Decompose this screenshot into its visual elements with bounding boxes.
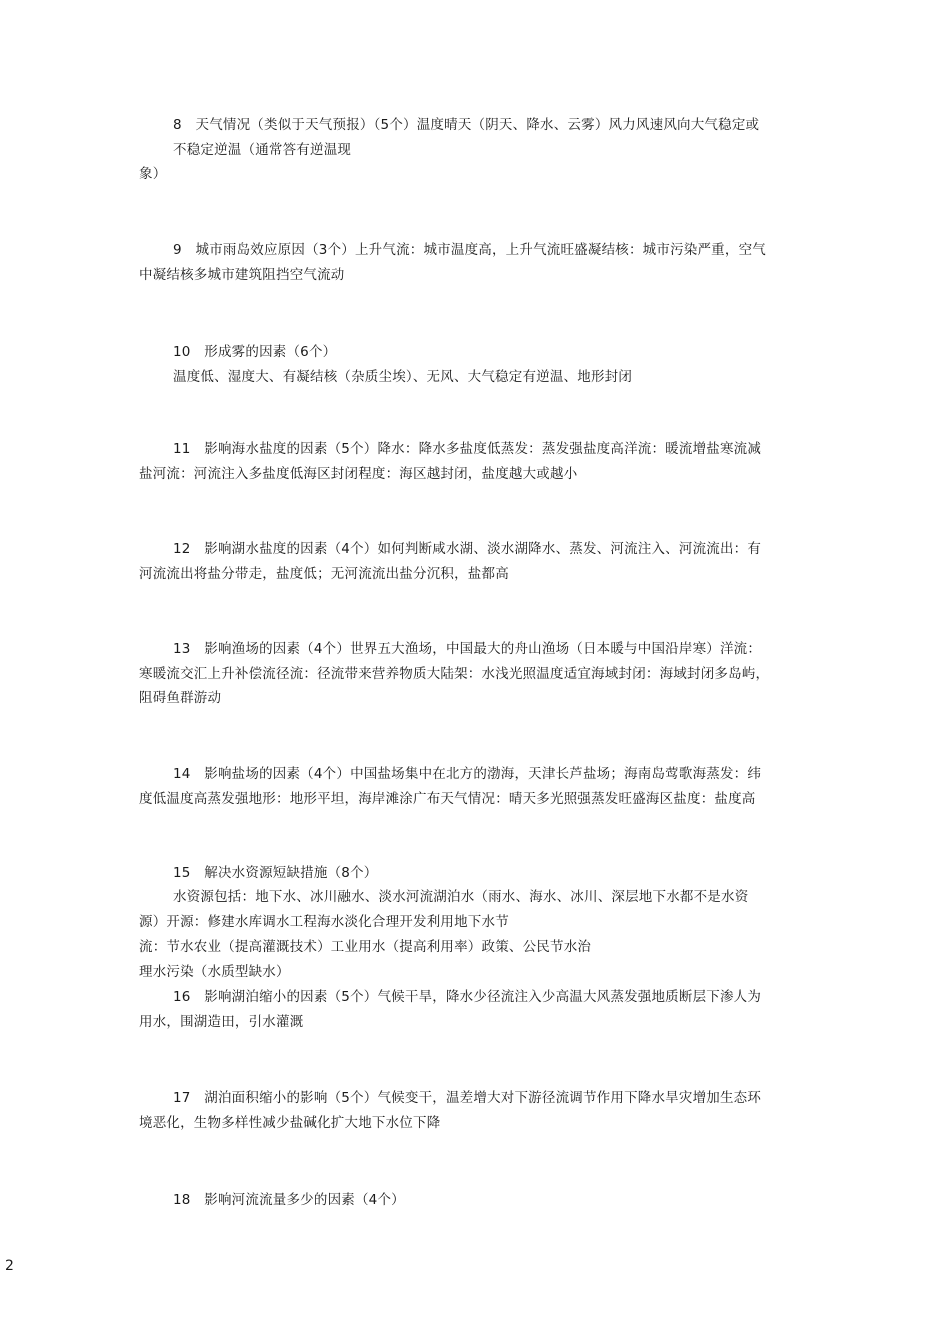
text-line: 盐河流：河流注入多盐度低海区封闭程度：海区越封闭，盐度越大或越小: [139, 466, 578, 482]
text-line: 阻碍鱼群游动: [139, 690, 222, 706]
text-line: 12 影响湖水盐度的因素（4个）如何判断咸水湖、淡水湖降水、蒸发、河流注入、河流流出：有: [173, 541, 762, 557]
text-line: 中凝结核多城市建筑阻挡空气流动: [139, 267, 345, 283]
text-line: 境恶化，生物多样性减少盐碱化扩大地下水位下降: [139, 1115, 441, 1131]
text-line: 13 影响渔场的因素（4个）世界五大渔场，中国最大的舟山渔场（日本暖与中国沿岸寒）洋流：: [173, 641, 762, 657]
text-line: 9 城市雨岛效应原因（3个）上升气流：城市温度高，上升气流旺盛凝结核：城市污染严重，空气: [173, 242, 766, 258]
text-line: 11 影响海水盐度的因素（5个）降水：降水多盐度低蒸发：蒸发强盐度高洋流：暖流增盐寒流减: [173, 441, 762, 457]
text-line: 源）开源：修建水库调水工程海水淡化合理开发利用地下水节: [139, 914, 509, 930]
text-line: 河流流出将盐分带走，盐度低；无河流流出盐分沉积，盐都高: [139, 566, 509, 582]
text-line: 15 解决水资源短缺措施（8个）: [173, 865, 378, 881]
text-line: 水资源包括：地下水、冰川融水、淡水河流湖泊水（雨水、海水、冰川、深层地下水都不是水资: [173, 889, 749, 905]
text-line: 17 湖泊面积缩小的影响（5个）气候变干，温差增大对下游径流调节作用下降水旱灾增加生态环: [173, 1090, 762, 1106]
text-line: 温度低、湿度大、有凝结核（杂质尘埃）、无风、大气稳定有逆温、地形封闭: [173, 369, 633, 385]
text-line: 18 影响河流流量多少的因素（4个）: [173, 1192, 405, 1208]
text-line: 流：节水农业（提高灌溉技术）工业用水（提高利用率）政策、公民节水治: [139, 939, 592, 955]
page-number: 2: [5, 1258, 14, 1274]
text-line: 不稳定逆温（通常答有逆温现: [173, 142, 352, 158]
text-line: 14 影响盐场的因素（4个）中国盐场集中在北方的渤海，天津长芦盐场；海南岛莺歌海蒸发：纬: [173, 766, 762, 782]
text-line: 8 天气情况（类似于天气预报）（5个）温度晴天（阴天、降水、云雾）风力风速风向大气稳定或: [173, 117, 760, 133]
text-line: 10 形成雾的因素（6个）: [173, 344, 337, 360]
text-line: 象）: [139, 166, 167, 182]
text-line: 用水，围湖造田，引水灌溉: [139, 1014, 304, 1030]
text-line: 理水污染（水质型缺水）: [139, 964, 290, 980]
text-line: 寒暖流交汇上升补偿流径流：径流带来营养物质大陆架：水浅光照温度适宜海域封闭：海域封闭多岛屿，: [139, 666, 770, 682]
text-line: 16 影响湖泊缩小的因素（5个）气候干旱，降水少径流注入少高温大风蒸发强地质断层下渗人为: [173, 989, 762, 1005]
text-line: 度低温度高蒸发强地形：地形平坦，海岸滩涂广布天气情况：晴天多光照强蒸发旺盛海区盐度：盐度高: [139, 791, 756, 807]
